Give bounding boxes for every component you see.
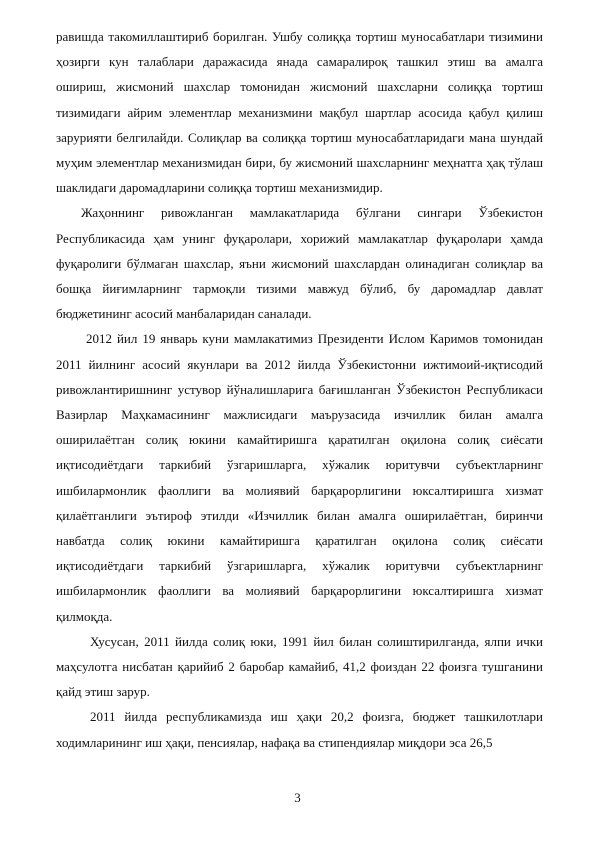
paragraph-developed-countries: Жаҳоннинг ривожланган мамлакатларида бўлгани сингари Ўзбекистон Республикасида ҳам унинг фуқаролари, хорижий мамлакатлар фуқаролари ҳамда фуқаролиги бўлмаган шахслар, яъни жисмоний шахслардан олинадиган солиқлар ва бошқа йиғимларнинг тармоқли тизими мавжуд бўлиб, бу даромадлар давлат бюджетининг асосий манбаларидан саналади. bbox=[56, 205, 543, 322]
paragraph-tax-burden: Хусусан, 2011 йилда солиқ юки, 1991 йил билан солиштирилганда, ялпи ички маҳсулотга нисбатан қарийиб 2 баробар камайиб, 41,2 фоиздан 22 фоизга тушганини қайд этиш зарур. bbox=[56, 633, 543, 700]
paragraph-president-report: 2012 йил 19 январь куни мамлакатимиз Президенти Ислом Каримов томонидан 2011 йилнинг асосий якунлари ва 2012 йилда Ўзбекистонни ижтимоий-иқтисодий ривожлантиришнинг устувор йўналишларига бағишланган Ўзбекистон Республикаси Вазирлар Маҳкамасининг мажлисидаги маърузасида изчиллик билан амалга оширилаётган солиқ юкини камайтиришга қаратилган оқилона солиқ сиёсати иқтисодиётдаги таркибий ўзгаришларга, хўжалик юритувчи субъектларнинг ишбилармонлик фаоллиги ва молиявий барқарорлигини юксалтиришга хизмат қилаётганлиги эътироф этилди «Изчиллик билан амалга оширилаётган, биринчи навбатда солиқ юкини камайтиришга қаратилган оқилона солиқ сиёсати иқтисодиётдаги таркибий ўзгаришларга, хўжалик юритувчи субъектларнинг ишбилармонлик фаоллиги ва молиявий барқарорлигини юксалтиришга хизмат қилмоқда. bbox=[56, 331, 543, 624]
body-text bbox=[56, 24, 543, 755]
paragraph-wages-2011: 2011 йилда республикамизда иш ҳақи 20,2 фоизга, бюджет ташкилотлари ходимларининг иш ҳақи, пенсиялар, нафақа ва стипендиялар миқдори эса 26,5 bbox=[56, 709, 543, 750]
paragraph-continuation: равишда такомиллаштириб борилган. Ушбу солиққа тортиш муносабатлари тизимини ҳозирги кун талаблари даражасида янада самаралироқ ташкил этиш ва амалга ошириш, жисмоний шахслар томонидан жисмоний шахсларни солиққа тортиш тизимидаги айрим элементлар механизмини мақбул шартлар асосида қабул қилиш зарурияти белгилайди. Солиқлар ва солиққа тортиш муносабатларидаги мана шундай муҳим элементлар механизмидан бири, бу жисмоний шахсларнинг меҳнатга ҳақ тўлаш шаклидаги даромадларини солиққа тортиш механизмидир. bbox=[56, 29, 543, 196]
page-number: 3 bbox=[294, 790, 301, 805]
